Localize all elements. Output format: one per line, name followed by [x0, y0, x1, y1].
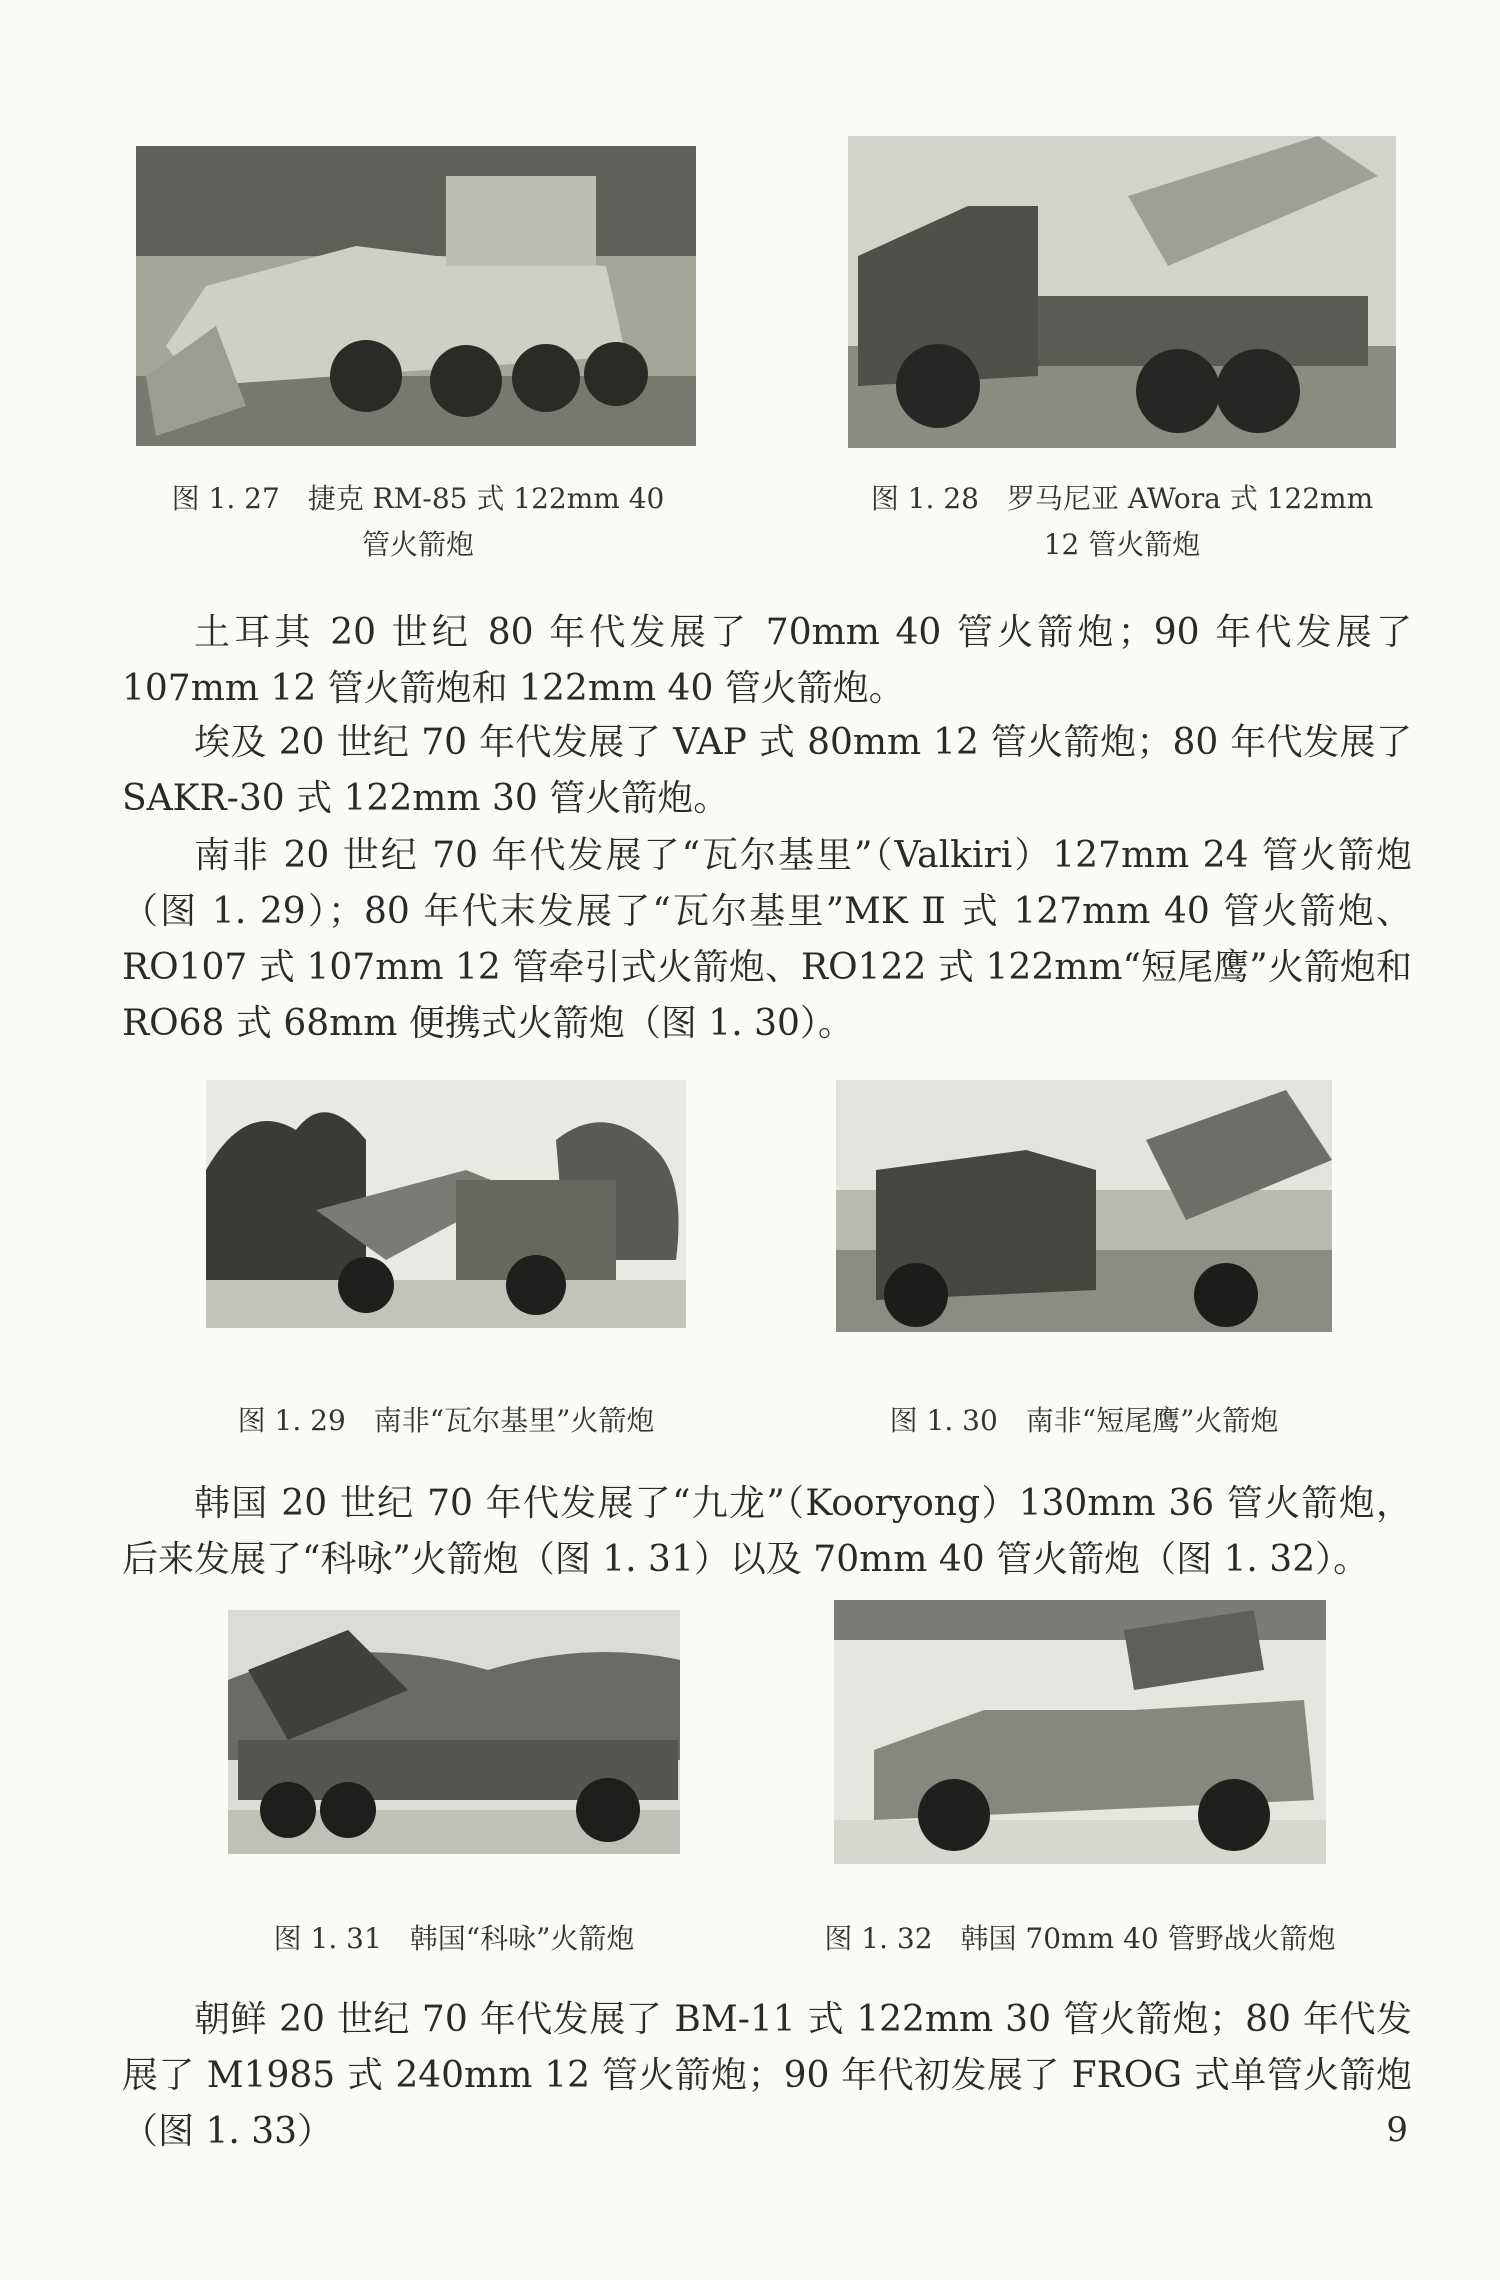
caption-line: 图 1. 29 南非“瓦尔基里”火箭炮 [237, 1404, 655, 1437]
caption-line: 图 1. 28 罗马尼亚 AWora 式 122mm [870, 482, 1374, 515]
caption-line: 图 1. 30 南非“短尾鹰”火箭炮 [889, 1404, 1279, 1437]
figure-1-28-photo [848, 136, 1396, 448]
figure-1-29-photo [206, 1080, 686, 1328]
figure-1-32-caption [800, 1916, 1360, 1962]
caption-line: 图 1. 27 捷克 RM-85 式 122mm 40 [171, 482, 665, 515]
paragraph-egypt: 埃及 20 世纪 70 年代发展了 VAP 式 80mm 12 管火箭炮；80 年代发展了 SAKR-30 式 122mm 30 管火箭炮。 [122, 722, 1412, 819]
caption-line: 图 1. 31 韩国“科咏”火箭炮 [273, 1922, 635, 1955]
figure-1-30-caption [836, 1398, 1332, 1444]
caption-line: 图 1. 32 韩国 70mm 40 管野战火箭炮 [824, 1922, 1336, 1955]
paragraph-south-africa: 南非 20 世纪 70 年代发展了“瓦尔基里”（Valkiri）127mm 24 管火箭炮（图 1. 29）；80 年代末发展了“瓦尔基里”MK Ⅱ 式 127mm 40 管火箭炮、RO107 式 107mm 12 管牵引式火箭炮、RO122 式 122mm“短尾鹰”火箭炮和 RO68 式 68mm 便携式火箭炮（图 1. 30）。 [122, 835, 1412, 1044]
caption-line: 管火箭炮 [361, 528, 474, 561]
caption-line: 12 管火箭炮 [1043, 528, 1201, 561]
figure-1-31-photo [228, 1610, 680, 1854]
figure-1-28-caption [848, 476, 1396, 568]
figure-1-30-photo [836, 1080, 1332, 1332]
figure-1-32-photo [834, 1600, 1326, 1864]
figure-1-27-caption [138, 476, 698, 568]
paragraph-turkey: 土耳其 20 世纪 80 年代发展了 70mm 40 管火箭炮；90 年代发展了 107mm 12 管火箭炮和 122mm 40 管火箭炮。 [122, 612, 1412, 709]
figure-1-27-photo [136, 146, 696, 446]
figure-1-31-caption [228, 1916, 680, 1962]
figure-1-29-caption [206, 1398, 686, 1444]
paragraph-north-korea: 朝鲜 20 世纪 70 年代发展了 BM-11 式 122mm 30 管火箭炮；80 年代发展了 M1985 式 240mm 12 管火箭炮；90 年代初发展了 FROG 式单管火箭炮（图 1. 33） [122, 1999, 1412, 2152]
page-number: 9 [1386, 2110, 1408, 2150]
paragraph-korea: 韩国 20 世纪 70 年代发展了“九龙”（Kooryong）130mm 36 管火箭炮，后来发展了“科咏”火箭炮（图 1. 31）以及 70mm 40 管火箭炮（图 1. 32）。 [122, 1483, 1412, 1580]
